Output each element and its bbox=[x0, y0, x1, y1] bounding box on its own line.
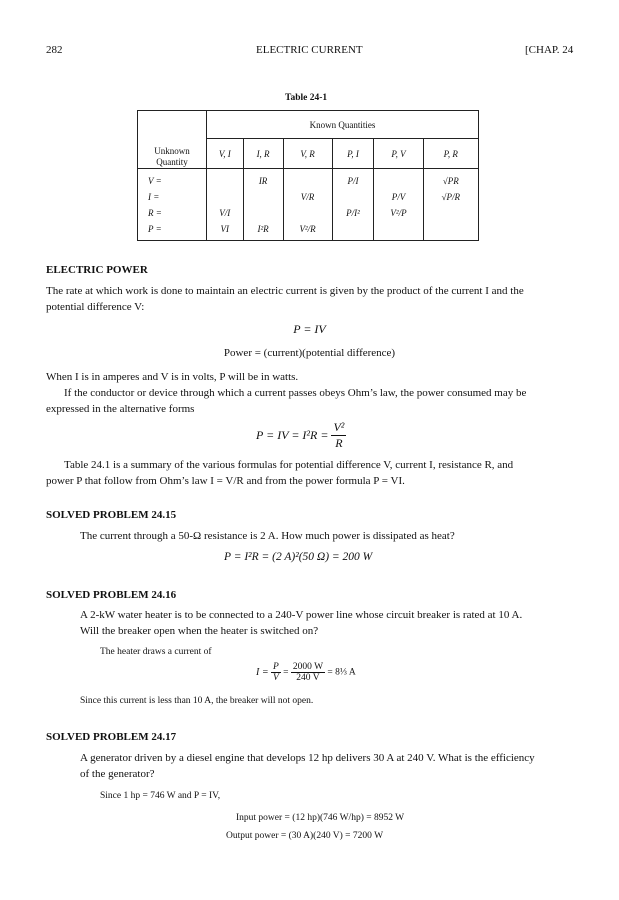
fraction-denominator: R bbox=[335, 436, 343, 450]
problem-24-15-text: The current through a 50-Ω resistance is 2 A. How much power is dissipated as heat? bbox=[80, 530, 455, 542]
col-pv bbox=[374, 169, 423, 241]
problem-24-17-text-line1: A generator driven by a diesel engine that develops 12 hp delivers 30 A at 240 V. What is the efficiency bbox=[80, 752, 535, 764]
equation-alt-left: P = IV = I²R = bbox=[256, 428, 329, 442]
col-header-ir: I, R bbox=[243, 139, 283, 169]
problem-24-15-equation: P = I²R = (2 A)²(50 Ω) = 200 W bbox=[224, 551, 373, 563]
power-paragraph-1-line2: potential difference V: bbox=[46, 301, 145, 313]
problem-24-17-solution-1: Since 1 hp = 746 W and P = IV, bbox=[100, 791, 221, 801]
power-paragraph-3 bbox=[46, 457, 576, 489]
fraction-p-v bbox=[271, 662, 281, 683]
col-header-pi: P, I bbox=[332, 139, 374, 169]
col-vr bbox=[283, 169, 332, 241]
problem-24-17-text bbox=[80, 750, 580, 782]
power-paragraph-2 bbox=[46, 385, 576, 417]
known-header: Known Quantities bbox=[207, 111, 479, 139]
equation-power-words: Power = (current)(potential difference) bbox=[223, 347, 396, 359]
problem-24-16-text bbox=[80, 607, 580, 639]
power-paragraph-1 bbox=[46, 283, 576, 315]
cell-r-pi: P/I² bbox=[346, 208, 360, 218]
problem-24-17-heading: SOLVED PROBLEM 24.17 bbox=[46, 731, 177, 743]
cell-v-ir: IR bbox=[258, 176, 268, 186]
problem-24-15-heading: SOLVED PROBLEM 24.15 bbox=[46, 509, 177, 521]
eq16-equals: = bbox=[283, 667, 289, 678]
cell-p-ir: I²R bbox=[257, 224, 269, 234]
fraction-p: P bbox=[272, 662, 279, 672]
row-label-i: I = bbox=[148, 192, 160, 202]
problem-24-16-solution-2: Since this current is less than 10 A, the breaker will not open. bbox=[80, 696, 314, 706]
problem-24-16-text-line2: Will the breaker open when the heater is switched on? bbox=[80, 625, 319, 637]
col-header-pr: P, R bbox=[423, 139, 478, 169]
cell-i-pv: P/V bbox=[391, 192, 406, 202]
chapter-label: [CHAP. 24 bbox=[525, 44, 574, 56]
power-paragraph-2-line1: If the conductor or device through which a current passes obeys Ohm’s law, the power consumed may be bbox=[64, 387, 527, 399]
problem-24-16-solution-1: The heater draws a current of bbox=[100, 647, 212, 657]
col-header-vi: V, I bbox=[207, 139, 244, 169]
section-heading-electric-power: ELECTRIC POWER bbox=[46, 264, 148, 276]
page-number: 282 bbox=[46, 44, 63, 56]
fraction-v2-r bbox=[331, 420, 346, 451]
input-power-equation: Input power = (12 hp)(746 W/hp) = 8952 W bbox=[236, 813, 405, 823]
fraction-2000w: 2000 W bbox=[292, 662, 324, 672]
power-paragraph-2-line2: expressed in the alternative forms bbox=[46, 403, 195, 415]
col-header-vr: V, R bbox=[283, 139, 332, 169]
col-ir bbox=[243, 169, 283, 241]
cell-i-vr: V/R bbox=[300, 192, 315, 202]
col-vi bbox=[207, 169, 244, 241]
equation-p-iv: P = IV bbox=[293, 322, 326, 336]
fraction-numerator: V² bbox=[333, 420, 345, 434]
col-pi bbox=[332, 169, 374, 241]
cell-v-pi: P/I bbox=[347, 176, 359, 186]
unknown-header-line1: Unknown bbox=[154, 146, 190, 156]
cell-i-pr: √P/R bbox=[441, 192, 460, 202]
cell-r-vi: V/I bbox=[219, 208, 231, 218]
row-label-p: P = bbox=[148, 224, 162, 234]
eq16-result: = 8⅓ A bbox=[327, 667, 356, 678]
col-header-pv: P, V bbox=[374, 139, 423, 169]
cell-v-pr: √PR bbox=[442, 176, 459, 186]
running-title: ELECTRIC CURRENT bbox=[256, 44, 363, 56]
power-paragraph-3-line2: power P that follow from Ohm’s law I = V/R and from the power formula P = VI. bbox=[46, 475, 405, 487]
power-paragraph-1-line1: The rate at which work is done to maintain an electric current is given by the product of the current I and the bbox=[46, 285, 524, 297]
fraction-2000w-240v bbox=[291, 662, 325, 683]
problem-24-16-text-line1: A 2-kW water heater is to be connected to a 240-V power line whose circuit breaker is rated at 10 A. bbox=[80, 609, 523, 621]
cell-r-pv: V²/P bbox=[390, 208, 407, 218]
fraction-240v: 240 V bbox=[296, 673, 320, 683]
eq16-left: I = bbox=[256, 667, 269, 678]
units-line: When I is in amperes and V is in volts, P will be in watts. bbox=[46, 371, 299, 383]
power-paragraph-3-line1: Table 24.1 is a summary of the various formulas for potential difference V, current I, resistance R, and bbox=[64, 459, 514, 471]
output-power-equation: Output power = (30 A)(240 V) = 7200 W bbox=[226, 831, 384, 841]
row-labels bbox=[138, 169, 207, 241]
row-label-r: R = bbox=[148, 208, 162, 218]
fraction-v: V bbox=[272, 673, 279, 683]
equation-alt-forms bbox=[256, 420, 346, 451]
table-caption: Table 24-1 bbox=[285, 93, 328, 103]
problem-24-16-heading: SOLVED PROBLEM 24.16 bbox=[46, 589, 177, 601]
cell-p-vr: V²/R bbox=[299, 224, 316, 234]
problem-24-16-equation bbox=[256, 662, 356, 683]
unknown-header bbox=[138, 111, 207, 169]
formula-table bbox=[137, 110, 479, 241]
row-label-v: V = bbox=[148, 176, 162, 186]
col-pr bbox=[423, 169, 478, 241]
unknown-header-line2: Quantity bbox=[156, 157, 188, 167]
cell-p-vi: VI bbox=[220, 224, 230, 234]
problem-24-17-text-line2: of the generator? bbox=[80, 768, 155, 780]
